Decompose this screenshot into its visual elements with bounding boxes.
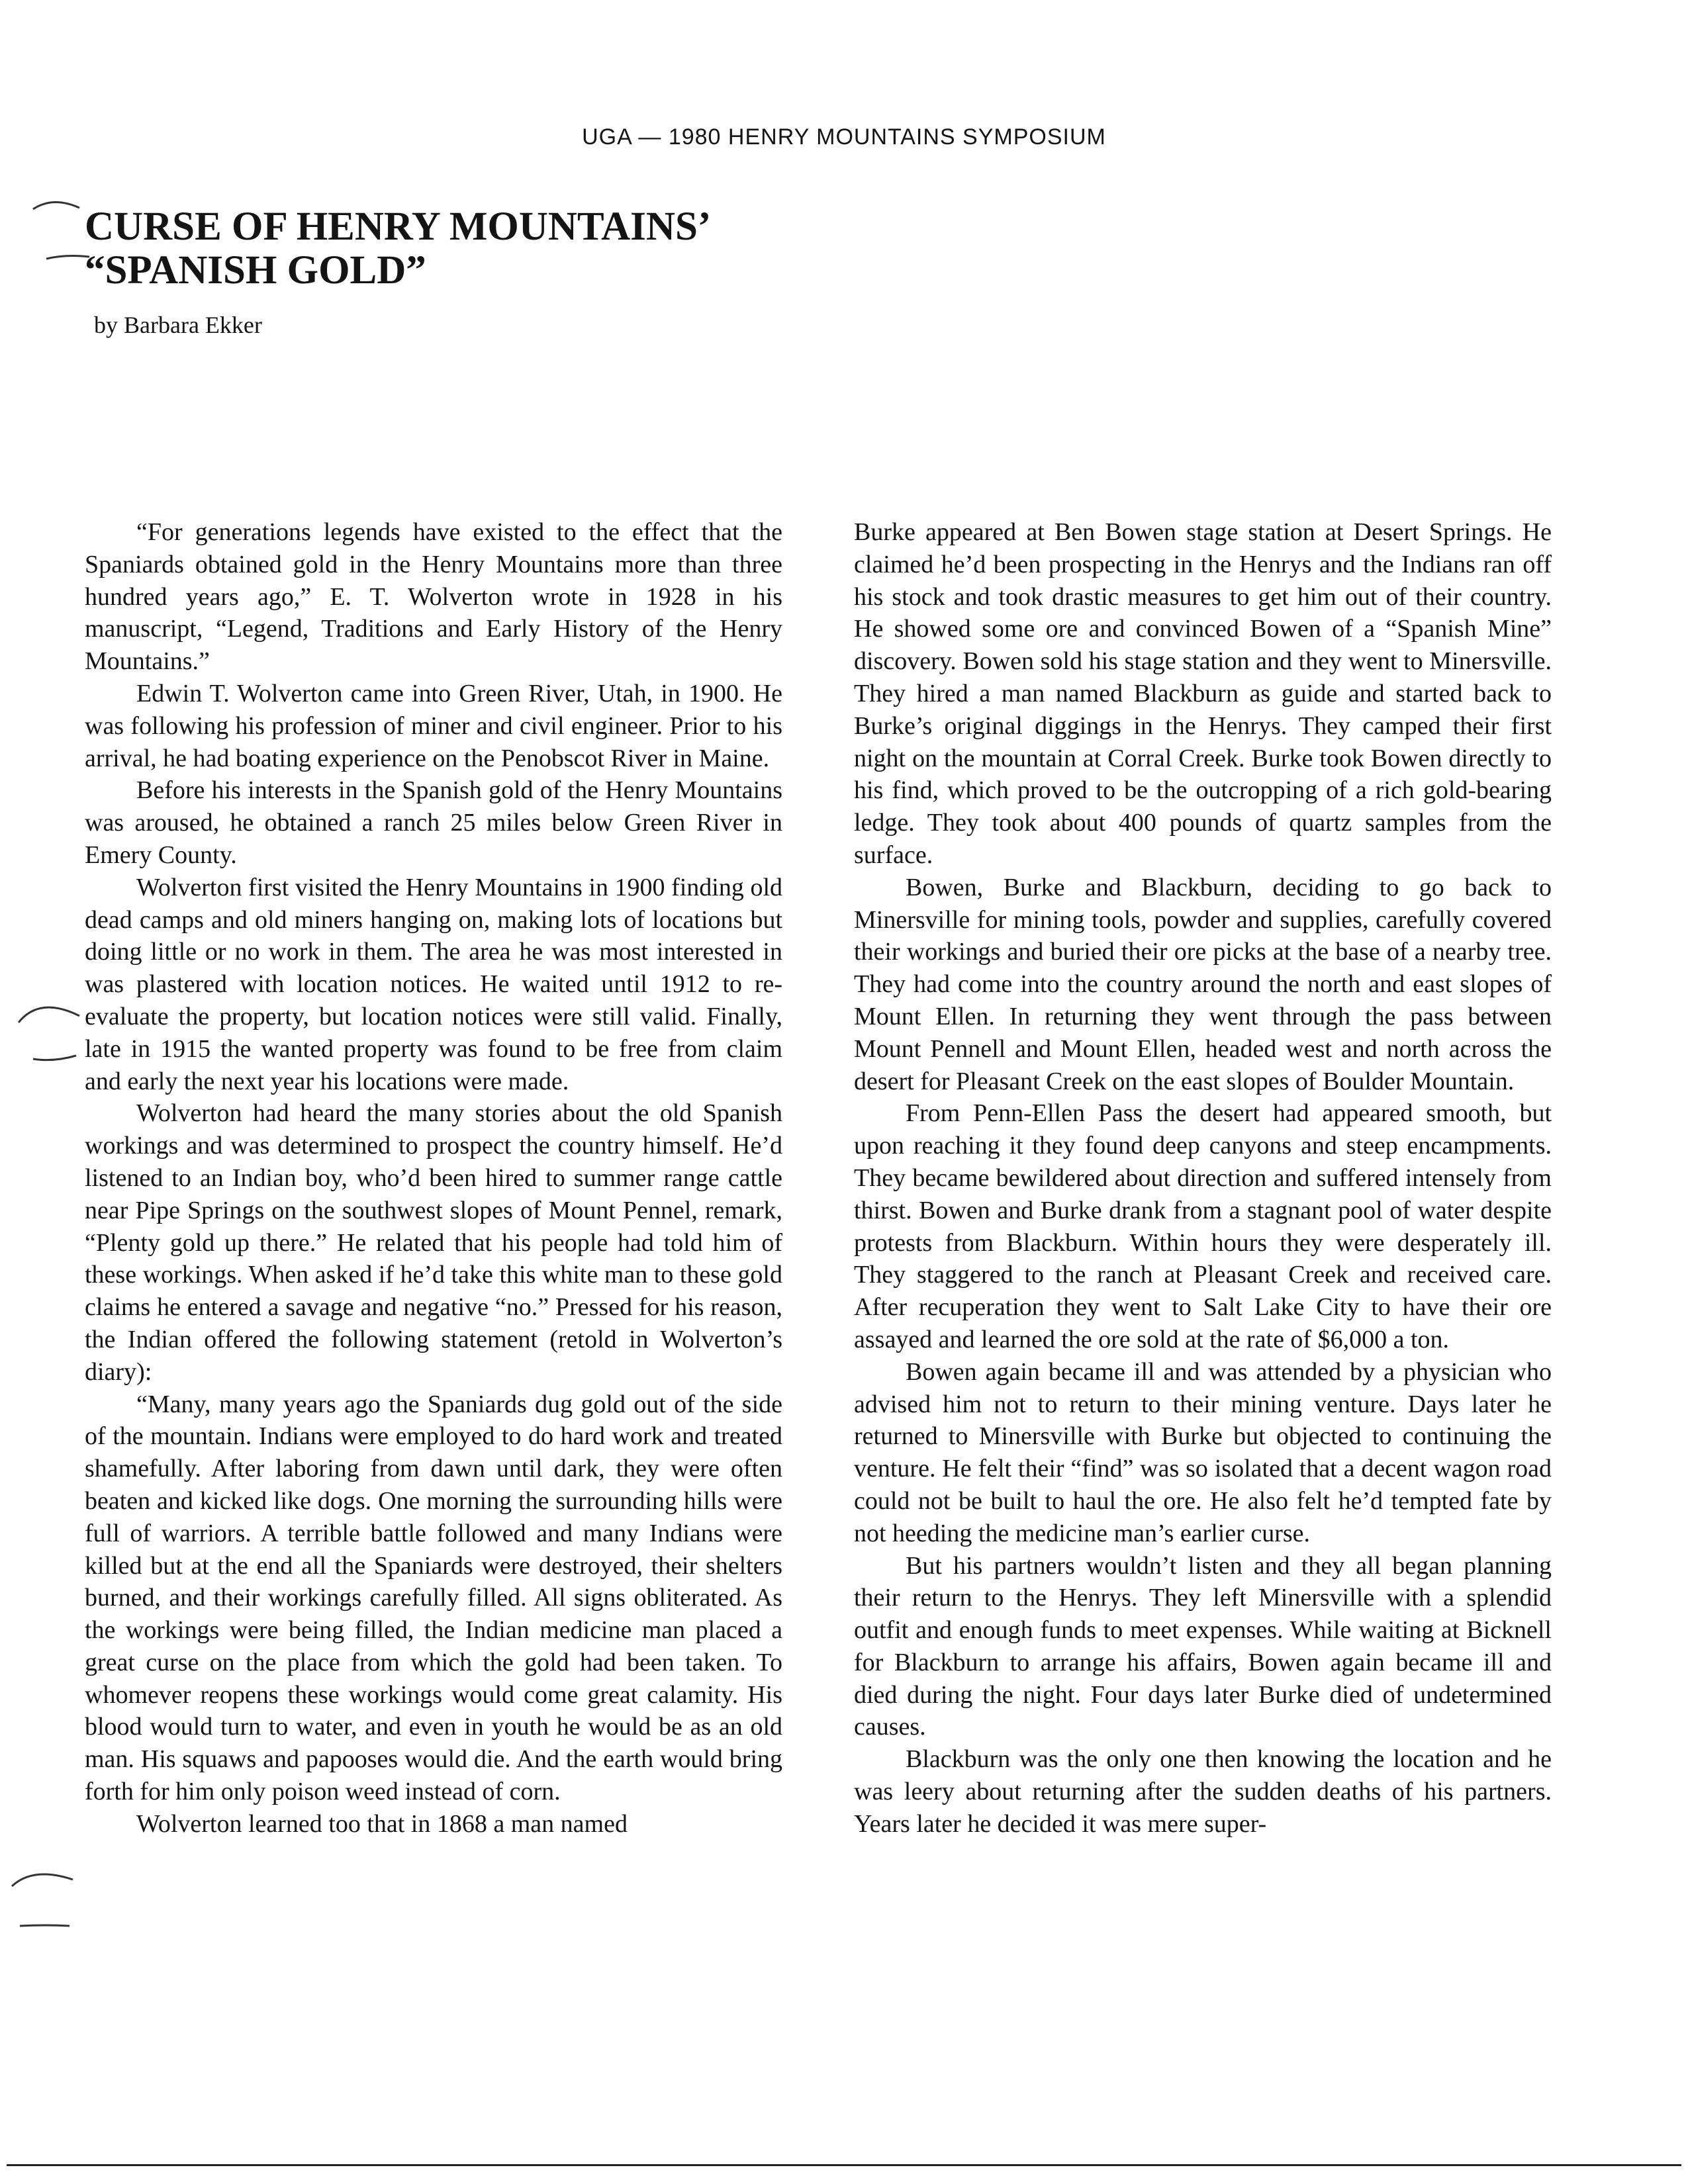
paragraph: Bowen again became ill and was attended by a physician who advised him not to return to their mining venture. Days later he returned to Minersville with Burke but objected to continuing the venture. He felt their “find” was so isolated that a decent wagon road could not be built to haul the ore. He also felt he’d tempted fate by not heeding the medicine man’s earlier curse. xyxy=(854,1357,1552,1547)
paragraph: “Many, many years ago the Spaniards dug gold out of the side of the mountain. Indians were employed to do hard work and treated shamefully. After laboring from dawn until dark, they were often beaten and kicked like dogs. One morning the surrounding hills were full of warriors. A terrible battle followed and many Indians were killed but at the end all the Spaniards were destroyed, their shelters burned, and their workings carefully filled. All signs obliterated. As the workings were being filled, the Indian medicine man placed a great curse on the place from which the gold had been taken. To whomever reopens these workings would come great calamity. His blood would turn to water, and even in youth he would be as an old man. His squaws and papooses would die. And the earth would bring forth for him only poison weed instead of corn. xyxy=(85,1390,782,1806)
paragraph: But his partners wouldn’t listen and they all began planning their return to the Henrys. They left Minersville with a splendid outfit and enough funds to meet expenses. While waiting at Bicknell for Blackburn to arrange his affairs, Bowen again became ill and died during the night. Four days later Burke died of undetermined causes. xyxy=(854,1551,1552,1741)
left-column xyxy=(85,516,782,1841)
paragraph: Wolverton learned too that in 1868 a man named xyxy=(136,1809,628,1838)
paragraph: Bowen, Burke and Blackburn, deciding to go back to Minersville for mining tools, powder and supplies, carefully covered their workings and buried their ore picks at the base of a nearby tree. They had come into the country around the north and east slopes of Mount Ellen. In returning they went through the pass between Mount Pennell and Mount Ellen, headed west and north across the desert for Pleasant Creek on the east slopes of Boulder Mountain. xyxy=(854,873,1552,1095)
paragraph: Blackburn was the only one then knowing the location and he was leery about returning after the sudden deaths of his partners. Years later he decided it was mere super- xyxy=(854,1745,1552,1838)
paragraph: Edwin T. Wolverton came into Green River, Utah, in 1900. He was following his profession of miner and civil engineer. Prior to his arrival, he had boating experience on the Penobscot River in Maine. xyxy=(85,679,782,772)
running-header: UGA — 1980 HENRY MOUNTAINS SYMPOSIUM xyxy=(582,124,1106,150)
hole-punch-mark xyxy=(7,1860,79,1933)
paragraph: Burke appeared at Ben Bowen stage station at Desert Springs. He claimed he’d been prospecting in the Henrys and the Indians ran off his stock and took drastic measures to get him out of their country. He showed some ore and convinced Bowen of a “Spanish Mine” discovery. Bowen sold his stage station and they went to Minersville. They hired a man named Blackburn as guide and started back to Burke’s original diggings in the Henrys. They camped their first night on the mountain at Corral Creek. Burke took Bowen directly to his find, which proved to be the outcropping of a rich gold-bearing ledge. They took about 400 pounds of quartz samples from the surface. xyxy=(854,518,1552,869)
paragraph: “For generations legends have existed to the effect that the Spaniards obtained gold in the Henry Mountains more than three hundred years ago,” E. T. Wolverton wrote in 1928 in his manuscript, “Legend, Traditions and Early History of the Henry Mountains.” xyxy=(85,518,782,676)
paragraph: From Penn-Ellen Pass the desert had appeared smooth, but upon reaching it they found deep canyons and steep encampments. They became bewildered about direction and suffered intensely from thirst. Bowen and Burke drank from a stagnant pool of water despite protests from Blackburn. Within hours they were desperately ill. They staggered to the ranch at Pleasant Creek and received care. After recuperation they went to Salt Lake City to have their ore assayed and learned the ore sold at the rate of $6,000 a ton. xyxy=(854,1099,1552,1353)
paragraph: Before his interests in the Spanish gold of the Henry Mountains was aroused, he obtained a ranch 25 miles below Green River in Emery County. xyxy=(85,776,782,869)
title-line-1: CURSE OF HENRY MOUNTAINS’ xyxy=(85,205,712,249)
bottom-page-rule xyxy=(7,2164,1681,2166)
title-line-2: “SPANISH GOLD” xyxy=(85,248,426,293)
right-column xyxy=(854,516,1552,1841)
article-title xyxy=(85,205,711,293)
author-byline: by Barbara Ekker xyxy=(94,312,262,338)
hole-punch-mark xyxy=(26,196,99,269)
paragraph: Wolverton had heard the many stories about the old Spanish workings and was determined to prospect the country himself. He’d listened to an Indian boy, who’d been hired to summer range cattle near Pipe Springs on the southwest slopes of Mount Pennel, remark, “Plenty gold up there.” He related that his people had told him of these workings. When asked if he’d take this white man to these gold claims he entered a savage and negative “no.” Pressed for his reason, the Indian offered the following statement (retold in Wolverton’s diary): xyxy=(85,1099,782,1386)
paragraph: Wolverton first visited the Henry Mountains in 1900 finding old dead camps and old miners hanging on, making lots of locations but doing little or no work in them. The area he was most interested in was plastered with location notices. He waited until 1912 to re-evaluate the property, but location notices were still valid. Finally, late in 1915 the wanted property was found to be free from claim and early the next year his locations were made. xyxy=(85,873,782,1095)
hole-punch-mark xyxy=(13,996,86,1069)
